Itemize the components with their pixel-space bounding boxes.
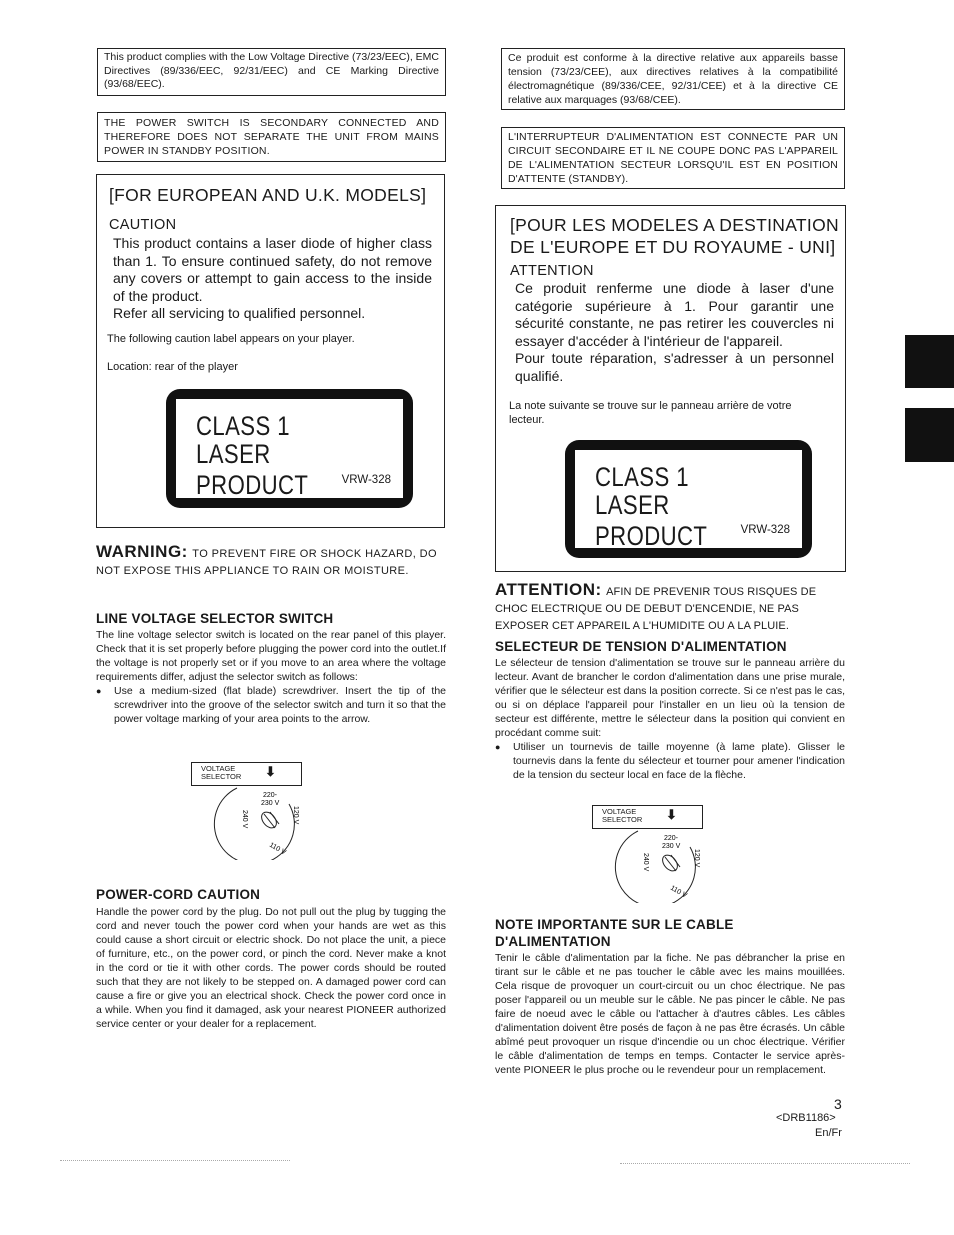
warning-en [96,544,448,579]
lvs-body-fr [495,656,845,782]
svg-text:220-: 220- [664,835,679,842]
label-inner-en [176,399,403,498]
scan-edge-line-right [620,1163,910,1164]
section-tab-marker-1 [905,335,954,388]
label-intro-fr: La note suivante se trouve sur le panneau arrière de votre lecteur. [509,400,792,426]
pcc-heading-fr: NOTE IMPORTANTE SUR LE CABLE D'ALIMENTATION [495,917,734,949]
caution-word-fr: ATTENTION [510,263,594,279]
laser-class-label-fr [565,440,812,558]
page-number: 3 [834,1096,842,1112]
power-switch-box-en [97,112,446,162]
lvs-heading-fr: SELECTEUR DE TENSION D'ALIMENTATION [495,639,787,654]
section-tab-marker-2 [905,408,954,462]
caution-body-service-en: Refer all servicing to qualified personnel. [113,305,366,322]
label-inner-fr [575,450,802,551]
label-intro-en: The following caution label appears on your player. [107,333,355,345]
warning-word-fr: ATTENTION: [495,580,602,599]
compliance-box-fr [501,48,845,110]
svg-text:230 V: 230 V [261,800,280,807]
power-switch-text-en: THE POWER SWITCH IS SECONDARY CONNECTED AND THEREFORE DOES NOT SEPARATE THE UNIT FROM MAINS POWER IN STANDBY POSITION. [104,117,439,157]
power-switch-box-fr [501,127,845,189]
pcc-body-fr: Tenir le câble d'alimentation par la fiche. Ne pas débrancher la prise en tirant sur le câble et ne pas toucher le câble avec les mains mouillées. Cela risque de provoquer un court-circuit ou un choc électrique. Ne pas poser l'appareil ou un meuble sur le câble. Ne pas pincer le câble. Ne pas faire de noeud avec le câble ou l'attacher à d'autres câbles. Les câbles d'alimentation doivent être posés de façon à ne pas être écrasés. Un câble abîmé peut provoquer un risque d'incendie ou un choc électrique. Vérifier le câble d'alimentation de temps en temps. Contacter le service après-vente PIONEER le plus proche ou le revendeur pour un remplacement. [495,952,845,1076]
label-code-en: VRW-328 [341,474,391,486]
svg-text:220-: 220- [263,792,278,799]
svg-text:240 V: 240 V [642,853,649,872]
caution-body-fr [515,280,834,386]
lvs-bullet-fr: ● Utiliser un tournevis de taille moyenne (à lame plate). Glisser le tournevis dans la fente du sélecteur et tourner pour amener l'indication de la tension du secteur local en face de la flèche. [495,740,845,782]
lvs-heading-en: LINE VOLTAGE SELECTOR SWITCH [96,611,334,626]
lvs-body-en [96,628,446,726]
laser-caution-box-en [96,174,445,528]
label-code-fr: VRW-328 [740,524,790,536]
models-heading-fr: [POUR LES MODELES A DESTINATION DE L'EUROPE ET DU ROYAUME - UNI] [510,215,839,257]
caution-body-text-en: This product contains a laser diode of higher class than 1. To ensure continued safety, do not remove any covers or attempt to gain access to the inside of the product. [113,235,432,304]
svg-text:110 V: 110 V [268,841,287,857]
warning-text-en: TO PREVENT FIRE OR SHOCK HAZARD, DO NOT EXPOSE THIS APPLIANCE TO RAIN OR MOISTURE. [96,548,437,577]
label-line1-en: CLASS 1 [196,411,290,441]
power-switch-text-fr: L'INTERRUPTEUR D'ALIMENTATION EST CONNECTE PAR UN CIRCUIT SECONDAIRE ET IL NE COUPE DONC PAS L'APPAREIL DE L'ALIMENTATION SECTEUR LORSQU'IL EST EN POSITION D'ATTENTE (STANDBY). [508,131,838,185]
svg-text:120 V: 120 V [693,849,700,868]
voltage-dial-icon [592,827,704,903]
laser-caution-box-fr [495,205,846,572]
label-location-en: Location: rear of the player [107,361,238,373]
voltage-selector-label: VOLTAGE SELECTOR [201,764,242,781]
language-code: En/Fr [815,1127,842,1139]
compliance-text-fr: Ce produit est conforme à la directive relative aux appareils basse tension (73/23/CEE), aux directives relatives à la compatibilité électromagnétique (89/336/CEE, 92/31/CEE) et à la directive CE relative aux marquages (93/68/CEE). [508,52,838,106]
svg-text:240 V: 240 V [241,810,248,829]
caution-body-service-fr: Pour toute réparation, s'adresser à un personnel qualifié. [515,350,834,384]
caution-body-text-fr: Ce produit renferme une diode à laser d'une catégorie supérieure à 1. Pour garantir une sécurité constante, ne pas retirer les couvercles ni essayer d'accéder à l'intérieur de l'appareil. [515,280,834,349]
doc-code: <DRB1186> [776,1112,836,1124]
svg-text:110 V: 110 V [669,884,688,900]
voltage-selector-diagram-en [191,762,303,860]
compliance-box-en [97,48,446,96]
caution-word-en: CAUTION [109,217,177,233]
laser-class-label-en [166,389,413,508]
label-line2-en: LASER PRODUCT [196,439,309,500]
svg-text:230 V: 230 V [662,843,681,850]
warning-word-en: WARNING: [96,542,188,561]
scan-edge-line-left [60,1160,290,1161]
down-arrow-icon: ⬇ [265,764,276,779]
svg-text:120 V: 120 V [292,806,299,825]
label-line2-fr: LASER PRODUCT [595,490,708,551]
caution-body-en [113,235,432,323]
voltage-dial-icon [191,784,303,860]
pcc-heading-en: POWER-CORD CAUTION [96,887,261,902]
models-heading-en: [FOR EUROPEAN AND U.K. MODELS] [109,185,427,205]
warning-fr [495,582,847,634]
warning-text-fr: AFIN DE PREVENIR TOUS RISQUES DE CHOC ELECTRIQUE OU DE DEBUT D'ENCENDIE, NE PAS EXPOSER CET APPAREIL A L'HUMIDITE OU A LA PLUIE. [495,586,817,632]
label-line1-fr: CLASS 1 [595,462,689,492]
lvs-bullet-en: ● Use a medium-sized (flat blade) screwdriver. Insert the tip of the screwdriver into the groove of the selector switch and turn it so that the power voltage marking of your area points to the arrow. [96,684,446,726]
pcc-body-en: Handle the power cord by the plug. Do not pull out the plug by tugging the cord and never touch the power cord when your hands are wet as this could cause a short circuit or electric shock. Do not place the unit, a piece of furniture, etc., on the power cord, or pinch the cord. Never make a knot in the cord or tie it with other cords. The power cords should be routed such that they are not likely to be stepped on. A damaged power cord can cause a fire or give you an electrical shock. Check the power cord once in a while. When you find it damaged, ask your nearest PIONEER authorized service center or your dealer for a replacement. [96,906,446,1030]
voltage-selector-label-fr: VOLTAGE SELECTOR [602,807,643,824]
voltage-selector-diagram-fr [592,805,704,903]
lvs-body-text-fr: Le sélecteur de tension d'alimentation se trouve sur le panneau arrière du lecteur. Avant de brancher le cordon d'alimentation dans une prise murale, vérifier que le sélecteur est dans la position correcte. Si ce n'est pas le cas, ou si on déplace l'appareil pour l'installer en un lieu où la tension de secteur est différente, mettre le sélecteur dans la position qui convient en procédant comme suit: [495,657,845,739]
lvs-body-text-en: The line voltage selector switch is located on the rear panel of this player. Check that it is set properly before plugging the power cord into the outlet.If the voltage is not properly set or if you move to an area where the voltage requirements differ, adjust the selector switch as follows: [96,629,446,683]
down-arrow-icon: ⬇ [666,807,677,822]
compliance-text-en: This product complies with the Low Voltage Directive (73/23/EEC), EMC Directives (89/336/EEC, 92/31/EEC) and CE Marking Directive (93/68/EEC). [104,51,439,91]
